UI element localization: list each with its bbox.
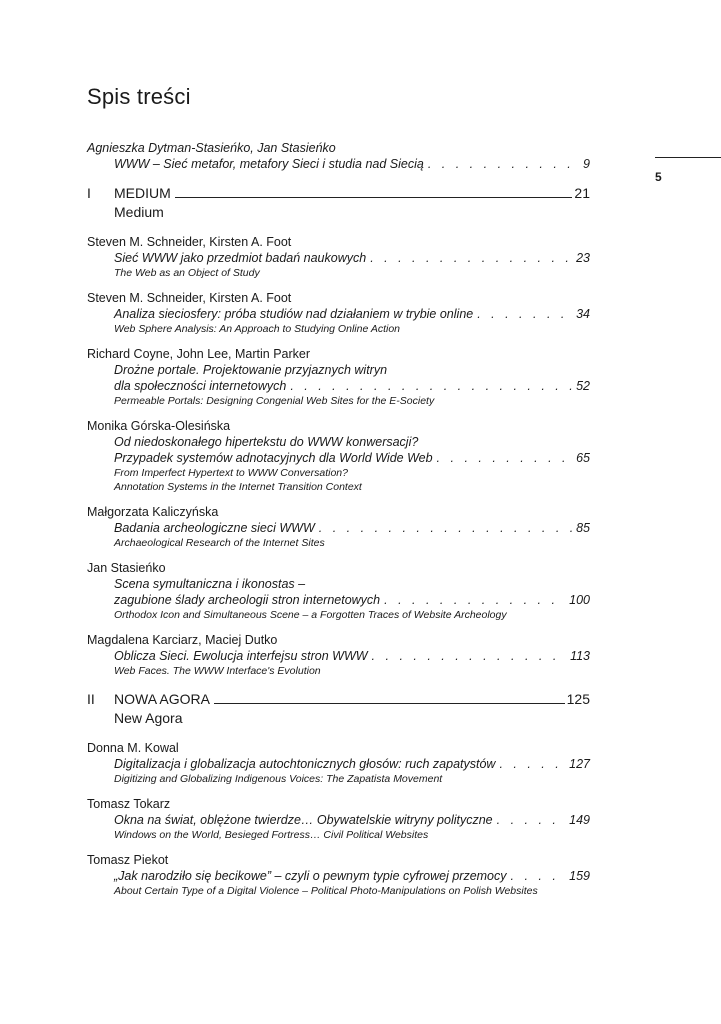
section-heading [87, 184, 590, 222]
entry-page: 9 [583, 157, 590, 171]
section-number: II [87, 691, 95, 707]
section-page: 125 [566, 691, 590, 707]
dot-leader [319, 520, 572, 536]
dot-leader [370, 250, 572, 266]
entry-title: Przypadek systemów adnotacyjnych dla World Wide Web [114, 451, 433, 465]
dot-leader [477, 306, 572, 322]
entry-title-row[interactable] [114, 648, 590, 664]
toc-entry [87, 740, 590, 786]
entry-page: 127 [569, 757, 590, 771]
entry-title: dla społeczności internetowych [114, 379, 287, 393]
dot-leader [437, 450, 573, 466]
entry-title-lead: Scena symultaniczna i ikonostas – [114, 577, 306, 591]
entry-english-title: Permeable Portals: Designing Congenial Web Sites for the E-Society [114, 395, 435, 407]
section-name: MEDIUM [114, 185, 171, 201]
entry-page: 159 [569, 869, 590, 883]
entry-title-row[interactable] [114, 378, 590, 394]
entry-title-row[interactable] [114, 250, 590, 266]
section-number: I [87, 185, 91, 201]
page-number: 5 [655, 170, 662, 184]
entry-authors: Tomasz Piekot [87, 853, 169, 867]
entry-authors: Tomasz Tokarz [87, 797, 171, 811]
entry-english-title: From Imperfect Hypertext to WWW Conversation? [114, 467, 348, 479]
entry-page: 85 [576, 521, 590, 535]
entry-english-title: Annotation Systems in the Internet Transition Context [114, 481, 362, 493]
toc-entry [87, 796, 590, 842]
section-subtitle: Medium [114, 204, 164, 220]
entry-title: Digitalizacja i globalizacja autochtonicznych głosów: ruch zapatystów [114, 757, 496, 771]
entry-title-row[interactable] [114, 520, 590, 536]
entry-authors: Richard Coyne, John Lee, Martin Parker [87, 347, 311, 361]
entry-title: Okna na świat, oblężone twierdze… Obywatelskie witryny polityczne [114, 813, 493, 827]
entry-title: Oblicza Sieci. Ewolucja interfejsu stron WWW [114, 649, 368, 663]
entry-title-row[interactable] [114, 756, 590, 772]
entry-english-title: Windows on the World, Besieged Fortress… Civil Political Websites [114, 829, 429, 841]
entry-english-title: Web Sphere Analysis: An Approach to Studying Online Action [114, 323, 400, 335]
entry-title: „Jak narodziło się becikowe” – czyli o pewnym typie cyfrowej przemocy [114, 869, 507, 883]
entry-authors: Agnieszka Dytman-Stasieńko, Jan Stasieńko [87, 141, 336, 155]
entry-title: Sieć WWW jako przedmiot badań naukowych [114, 251, 367, 265]
dot-leader [428, 156, 579, 172]
entry-title-row[interactable] [114, 812, 590, 828]
entry-authors: Steven M. Schneider, Kirsten A. Foot [87, 235, 292, 249]
entry-page: 100 [569, 593, 590, 607]
entry-page: 113 [570, 649, 590, 663]
toc-entry [87, 346, 590, 408]
entry-english-title: Archaeological Research of the Internet Sites [114, 537, 325, 549]
side-rule [655, 157, 721, 158]
entry-page: 52 [576, 379, 590, 393]
entry-english-title: Digitizing and Globalizing Indigenous Voices: The Zapatista Movement [114, 773, 443, 785]
toc-entry [87, 852, 590, 898]
entry-title-row[interactable] [114, 156, 590, 172]
entry-title-row[interactable] [114, 592, 590, 608]
entry-title-lead: Drożne portale. Projektowanie przyjaznych witryn [114, 363, 388, 377]
entry-title-lead: Od niedoskonałego hipertekstu do WWW konwersacji? [114, 435, 419, 449]
toc-entry [87, 290, 590, 336]
toc-entry [87, 560, 590, 622]
dot-leader [290, 378, 572, 394]
dot-leader [372, 648, 567, 664]
dot-leader [497, 812, 566, 828]
entry-page: 34 [576, 307, 590, 321]
entry-authors: Donna M. Kowal [87, 741, 179, 755]
entry-english-title: Web Faces. The WWW Interface's Evolution [114, 665, 321, 677]
entry-title: WWW – Sieć metafor, metafory Sieci i studia nad Siecią [114, 157, 424, 171]
page-title: Spis treści [87, 84, 191, 109]
entry-authors: Jan Stasieńko [87, 561, 166, 575]
table-of-contents [87, 140, 590, 908]
entry-title-row[interactable] [114, 868, 590, 884]
section-page: 21 [574, 185, 590, 201]
entry-english-title: The Web as an Object of Study [114, 267, 260, 279]
section-name: NOWA AGORA [114, 691, 210, 707]
entry-authors: Małgorzata Kaliczyńska [87, 505, 219, 519]
entry-title: Analiza sieciosfery: próba studiów nad działaniem w trybie online [114, 307, 474, 321]
intro-entry [87, 140, 590, 172]
entry-authors: Steven M. Schneider, Kirsten A. Foot [87, 291, 292, 305]
entry-english-title: Orthodox Icon and Simultaneous Scene – a Forgotten Traces of Website Archeology [114, 609, 507, 621]
dot-leader [511, 868, 566, 884]
entry-title: zagubione ślady archeologii stron internetowych [114, 593, 381, 607]
toc-entry [87, 504, 590, 550]
section-rule [214, 703, 565, 704]
entry-title-row[interactable] [114, 450, 590, 466]
section-heading [87, 690, 590, 728]
entry-page: 23 [576, 251, 590, 265]
entry-authors: Magdalena Karciarz, Maciej Dutko [87, 633, 278, 647]
toc-entry [87, 234, 590, 280]
entry-english-title: About Certain Type of a Digital Violence – Political Photo-Manipulations on Polish Websites [114, 885, 538, 897]
dot-leader [384, 592, 565, 608]
toc-entry [87, 632, 590, 678]
entry-title: Badania archeologiczne sieci WWW [114, 521, 315, 535]
entry-authors: Monika Górska-Olesińska [87, 419, 231, 433]
section-subtitle: New Agora [114, 710, 183, 726]
section-row[interactable] [87, 184, 590, 202]
entry-page: 149 [569, 813, 590, 827]
toc-entry [87, 418, 590, 494]
entry-page: 65 [576, 451, 590, 465]
entry-title-row[interactable] [114, 306, 590, 322]
section-row[interactable] [87, 690, 590, 708]
dot-leader [499, 756, 565, 772]
section-rule [175, 197, 573, 198]
